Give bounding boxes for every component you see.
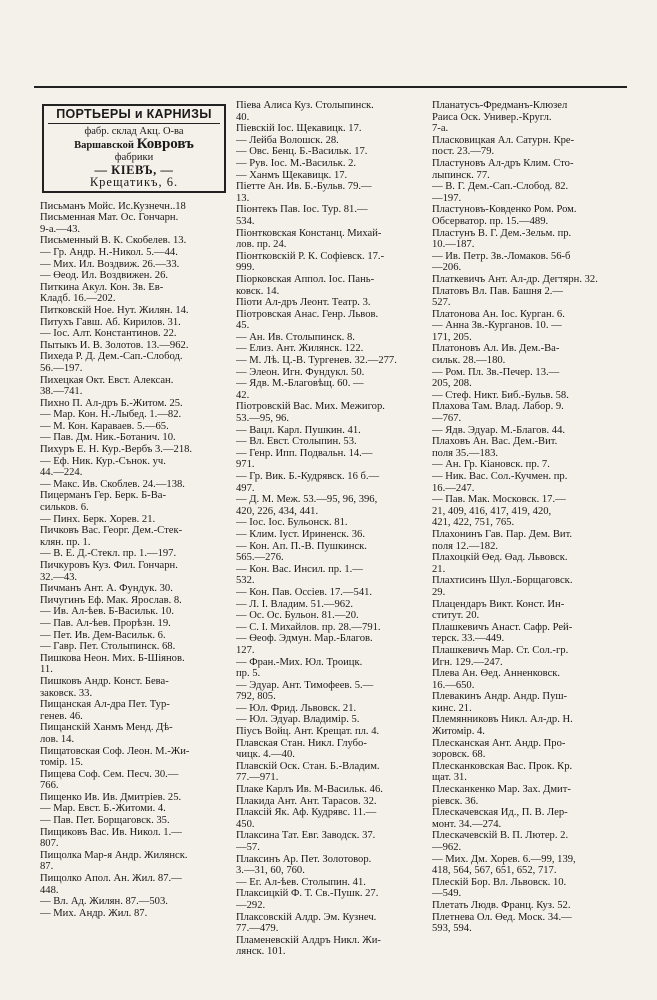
directory-line: — Фран.-Мих. Юл. Троицк. bbox=[236, 656, 363, 668]
directory-line: Піевскій Іос. Щекавицк. 17. bbox=[236, 123, 362, 135]
directory-line: 45. bbox=[236, 320, 250, 332]
column-2 bbox=[236, 100, 428, 958]
directory-line: —292. bbox=[236, 899, 266, 911]
ad-line-1: фабр. склад Акц. О-ва bbox=[84, 125, 184, 137]
directory-line: 593, 594. bbox=[432, 923, 472, 935]
directory-line: — Мих. Ил. Воздвиж. 26.—33. bbox=[40, 258, 180, 270]
directory-line: Питковскій Ное. Нут. Жилян. 14. bbox=[40, 304, 189, 316]
directory-line: — Пав. Мак. Московск. 17.— bbox=[432, 494, 566, 506]
directory-line: Плаке Карлъ Ив. М-Васильк. 46. bbox=[236, 784, 383, 796]
directory-line: — Кон. Пав. Оссіев. 17.—541. bbox=[236, 586, 373, 598]
directory-line: 44.—224. bbox=[40, 467, 83, 479]
directory-line: — Стеф. Никт. Биб.-Бульв. 58. bbox=[432, 389, 569, 401]
column-1-entries bbox=[40, 201, 232, 920]
directory-line: ковск. 14. bbox=[236, 285, 280, 297]
directory-line: 56.—197. bbox=[40, 362, 83, 374]
directory-line: 450. bbox=[236, 818, 255, 830]
directory-line: 565.—276. bbox=[236, 552, 284, 564]
directory-line: Письменная Мат. Ос. Гончарн. bbox=[40, 212, 179, 224]
directory-line: Письменный В. К. Скобелев. 13. bbox=[40, 235, 187, 247]
directory-line: 421, 422, 751, 765. bbox=[432, 517, 515, 529]
directory-line: Плашкевичъ Мар. Ст. Сол.-гр. bbox=[432, 644, 569, 656]
directory-line: щат. 31. bbox=[432, 772, 467, 784]
directory-line: Плаксинъ Ар. Пет. Золотовор. bbox=[236, 853, 372, 865]
directory-line: — Д. М. Меж. 53.—95, 96, 396, bbox=[236, 494, 378, 506]
directory-line: — Ос. Ос. Бульон. 81.—20. bbox=[236, 610, 359, 622]
directory-line: 3.—31, 60, 760. bbox=[236, 865, 305, 877]
directory-line: — Лейба Волошск. 28. bbox=[236, 134, 339, 146]
ad-brand: Ковровъ bbox=[136, 135, 194, 152]
directory-line: Піусъ Войц. Ант. Крещат. пл. 4. bbox=[236, 726, 380, 738]
directory-line: Пичкуровъ Куз. Фил. Гончарн. bbox=[40, 560, 178, 571]
directory-line: Игн. 129.—247. bbox=[432, 656, 503, 668]
directory-line: — Овс. Бенц. Б.-Васильк. 17. bbox=[236, 146, 368, 158]
directory-line: — Ан. Гр. Кіановск. пр. 7. bbox=[432, 459, 550, 471]
directory-line: Пламеневскій Алдръ Никл. Жи- bbox=[236, 934, 381, 946]
directory-line: Пихецкая Окт. Евст. Алексан. bbox=[40, 374, 174, 386]
directory-line: Пицерманъ Гер. Берк. Б-Ва- bbox=[40, 490, 167, 502]
directory-line: Пластунъ В. Г. Дем.-Зельм. пр. bbox=[432, 227, 572, 239]
directory-line: — Гавр. Пет. Столыпинск. 68. bbox=[40, 641, 176, 653]
directory-line: — Пав. Пет. Борщаговск. 35. bbox=[40, 815, 170, 827]
directory-line: Пихуръ Е. Н. Кур.-Вербъ 3.—218. bbox=[40, 444, 193, 456]
directory-line: клян. пр. 1. bbox=[40, 536, 91, 548]
ad-line-2-text: Варшавской bbox=[74, 139, 134, 151]
directory-line: — Ядв. Эдуар. М.-Благов. 44. bbox=[432, 424, 566, 436]
directory-line: 16.—247. bbox=[432, 482, 475, 494]
column-3-entries bbox=[432, 100, 632, 935]
directory-line: Піорковская Аппол. Іос. Пань- bbox=[236, 273, 375, 285]
directory-line: Раиса Оск. Универ.-Кругл. bbox=[432, 111, 552, 123]
directory-line: 807. bbox=[40, 838, 59, 850]
directory-line: 77.—479. bbox=[236, 923, 279, 935]
directory-line: лов. пр. 24. bbox=[236, 239, 287, 251]
directory-line: — Рув. Іос. М.-Васильк. 2. bbox=[236, 157, 357, 169]
ad-line-3: фабрики bbox=[114, 151, 154, 163]
directory-line: Плаховъ Ан. Вас. Дем.-Вит. bbox=[432, 436, 558, 448]
directory-line: — Л. І. Владим. 51.—962. bbox=[236, 598, 354, 610]
directory-line: Плескій Бор. Вл. Львовск. 10. bbox=[432, 876, 567, 888]
directory-line: — Еф. Ник. Кур.-Сънок. уч. bbox=[40, 455, 166, 467]
directory-line: 11. bbox=[40, 664, 53, 676]
directory-line: — Вл. Ад. Жилян. 87.—503. bbox=[40, 896, 168, 908]
directory-line: Пласковицкая Ал. Сатурн. Кре- bbox=[432, 134, 575, 146]
directory-line: — Ядв. М.-Благовѣщ. 60. — bbox=[236, 378, 364, 390]
directory-line: — Юл. Эдуар. Владимір. 5. bbox=[236, 714, 360, 726]
directory-line: сильков. 6. bbox=[40, 502, 89, 514]
directory-line: Питухъ Гавш. Аб. Кирилов. 31. bbox=[40, 316, 181, 328]
directory-line: Платоновъ Ал. Ив. Дем.-Ва- bbox=[432, 343, 560, 355]
directory-line: терск. 33.—449. bbox=[432, 633, 505, 645]
directory-line: томір. 15. bbox=[40, 757, 84, 769]
directory-line: Плескачевская Ид., П. В. Лер- bbox=[432, 807, 568, 819]
directory-line: 16.—650. bbox=[432, 679, 475, 691]
directory-line: 766. bbox=[40, 780, 59, 792]
directory-line: — Іос. Алт. Константинов. 22. bbox=[40, 328, 177, 340]
directory-line: Пытыкъ И. В. Золотов. 13.—962. bbox=[40, 339, 189, 351]
directory-line: 21. bbox=[432, 563, 446, 575]
directory-line: Плетать Людв. Франц. Куз. 52. bbox=[432, 899, 571, 911]
directory-line: Плавская Стан. Никл. Глубо- bbox=[236, 737, 367, 749]
directory-line: — Генр. Ипп. Подвальн. 14.— bbox=[236, 447, 373, 459]
directory-line: Плахоцкій Өед. Өад. Львовск. bbox=[432, 552, 568, 564]
directory-line: — Ром. Пл. Зв.-Печер. 13.— bbox=[432, 366, 560, 378]
advertisement-box bbox=[42, 104, 226, 193]
directory-line: — Пет. Ив. Дем-Васильк. 6. bbox=[40, 629, 166, 641]
directory-line: 40. bbox=[236, 111, 250, 123]
directory-line: Плетнева Ол. Өед. Моск. 34.— bbox=[432, 911, 572, 923]
directory-line: — Пав. Дм. Ник.-Ботанич. 10. bbox=[40, 432, 176, 444]
directory-line: Піоти Ал-дръ Леонт. Театр. 3. bbox=[236, 297, 371, 309]
column-2-entries bbox=[236, 100, 428, 958]
directory-line: Пищенко Ив. Ив. Дмитріев. 25. bbox=[40, 791, 182, 803]
directory-line: поля 35.—183. bbox=[432, 447, 499, 459]
directory-line: 32.—43. bbox=[40, 571, 78, 583]
ad-city: — КІЕВЪ, — bbox=[94, 162, 174, 177]
directory-line: Плесканкенко Мар. Зах. Дмит- bbox=[432, 784, 571, 796]
directory-line: — Вл. Евст. Столыпин. 53. bbox=[236, 436, 357, 448]
directory-line: Плацендаръ Викт. Конст. Ин- bbox=[432, 598, 565, 610]
column-1 bbox=[40, 100, 232, 919]
directory-line: Пластуновъ-Ковденко Ром. Ром. bbox=[432, 204, 577, 216]
directory-line: Піева Алиса Куз. Столыпинск. bbox=[236, 100, 374, 111]
directory-line: 497. bbox=[236, 482, 255, 494]
directory-line: 13. bbox=[236, 192, 250, 204]
directory-line: пост. 23.—79. bbox=[432, 146, 495, 158]
directory-line: чицк. 4.—40. bbox=[236, 749, 295, 761]
directory-line: Пищатовская Соф. Леон. М.-Жи- bbox=[40, 745, 190, 757]
directory-line: 127. bbox=[236, 644, 255, 656]
directory-line: Піонтковская Констанц. Михай- bbox=[236, 227, 382, 239]
directory-line: Письманъ Мойс. Ис.Кузнечн..18 bbox=[40, 200, 186, 212]
directory-line: — Эдуар. Ант. Тимофеев. 5.— bbox=[236, 679, 374, 691]
directory-line: — Ег. Ал-ѣев. Столыпин. 41. bbox=[236, 876, 366, 888]
directory-line: — Гр. Андр. Н.-Никол. 5.—44. bbox=[40, 246, 178, 258]
directory-line: Племянниковъ Никл. Ал-др. Н. bbox=[432, 714, 573, 726]
directory-line: — Анна Зв.-Курганов. 10. — bbox=[432, 320, 562, 332]
directory-line: Пищанскій Ханмъ Менд. Дѣ- bbox=[40, 722, 173, 734]
directory-line: 527. bbox=[432, 297, 451, 309]
directory-line: лов. 14. bbox=[40, 733, 75, 745]
directory-line: Пичманъ Ант. А. Фундук. 30. bbox=[40, 583, 173, 595]
directory-line: Платкевичъ Ант. Ал-др. Дегтярн. 32. bbox=[432, 273, 598, 285]
directory-line: кинс. 21. bbox=[432, 702, 472, 714]
directory-line: Плесканская Ант. Андр. Про- bbox=[432, 737, 566, 749]
directory-line: — Мар. Кон. Н.-Лыбед. 1.—82. bbox=[40, 409, 182, 421]
directory-line: — Кон. Вас. Инсил. пр. 1.— bbox=[236, 563, 363, 575]
directory-line: Плаксій Як. Аф. Кудрявс. 11.— bbox=[236, 807, 377, 819]
directory-line: генев. 46. bbox=[40, 710, 83, 722]
directory-line: лянск. 101. bbox=[236, 946, 286, 958]
directory-line: — Вацл. Карл. Пушкин. 41. bbox=[236, 424, 361, 436]
directory-line: — Іос. Іос. Бульонск. 81. bbox=[236, 517, 348, 529]
directory-line: Плахова Там. Влад. Лабор. 9. bbox=[432, 401, 564, 413]
directory-line: Пичковъ Вас. Георг. Дем.-Стек- bbox=[40, 525, 183, 537]
directory-line: 448. bbox=[40, 884, 59, 896]
directory-line: 420, 226, 434, 441. bbox=[236, 505, 319, 517]
directory-line: — В. Е. Д.-Стекл. пр. 1.—197. bbox=[40, 548, 177, 560]
directory-line: — Өеоф. Эдмун. Мар.-Благов. bbox=[236, 633, 373, 645]
directory-line: Платонова Ан. Іос. Курган. 6. bbox=[432, 308, 565, 320]
directory-line: 9-а.—43. bbox=[40, 223, 81, 235]
directory-line: Обсерватор. пр. 15.—489. bbox=[432, 215, 549, 227]
directory-line: Житомір. 4. bbox=[432, 726, 485, 738]
directory-line: Пишкова Неон. Мих. Б-Шіянов. bbox=[40, 652, 185, 664]
directory-line: 21, 409, 416, 417, 419, 420, bbox=[432, 505, 552, 517]
directory-line: 53.—95, 96. bbox=[236, 413, 289, 425]
directory-line: — Элеон. Игн. Фундукл. 50. bbox=[236, 366, 365, 378]
directory-line: 10.—187. bbox=[432, 239, 475, 251]
directory-line: 38.—741. bbox=[40, 386, 83, 398]
directory-line: 87. bbox=[40, 861, 54, 873]
directory-line: Піонтковскій Р. К. Софіевск. 17.- bbox=[236, 250, 385, 262]
directory-line: Плескачевскій В. П. Лютер. 2. bbox=[432, 830, 569, 842]
directory-line: 532. bbox=[236, 575, 255, 587]
directory-line: — Ханмъ Щекавицк. 17. bbox=[236, 169, 348, 181]
directory-line: — Мар. Евст. Б.-Житоми. 4. bbox=[40, 803, 166, 815]
directory-line: Планатусъ-Фредманъ-Клюзел bbox=[432, 100, 568, 111]
directory-line: —206. bbox=[432, 262, 462, 274]
directory-line: монт. 34.—274. bbox=[432, 818, 502, 830]
ad-line-2 bbox=[48, 135, 220, 152]
directory-line: — Ан. Ив. Столыпинск. 8. bbox=[236, 331, 355, 343]
directory-line: Пичугинъ Еф. Мак. Ярослав. 8. bbox=[40, 594, 182, 606]
directory-line: Кладб. 16.—202. bbox=[40, 293, 116, 305]
directory-line: Пихно П. Ал-дръ Б.-Житом. 25. bbox=[40, 397, 183, 409]
directory-line: Плахтисинъ Шул.-Борщаговск. bbox=[432, 575, 573, 587]
directory-line: 418, 564, 567, 651, 652, 717. bbox=[432, 865, 557, 877]
directory-line: — Пав. Ал-ѣев. Прорѣзн. 19. bbox=[40, 617, 171, 629]
directory-line: — Өеод. Ил. Воздвижен. 26. bbox=[40, 270, 169, 282]
directory-line: 171, 205. bbox=[432, 331, 472, 343]
directory-line: Пищанская Ал-дра Пет. Тур- bbox=[40, 699, 170, 711]
directory-line: — Макс. Ив. Скоблев. 24.—138. bbox=[40, 478, 185, 490]
directory-line: зоровск. 68. bbox=[432, 749, 486, 761]
directory-line: — Гр. Вик. Б.-Кудрявск. 16 б.— bbox=[236, 471, 380, 482]
directory-line: — В. Г. Дем.-Сап.-Слобод. 82. bbox=[432, 181, 569, 193]
column-3 bbox=[432, 100, 632, 935]
directory-line: Піотровская Анас. Генр. Львов. bbox=[236, 308, 379, 320]
directory-line: — Кон. Ап. П.-В. Пушкинск. bbox=[236, 540, 367, 552]
directory-line: Пищолка Мар-я Андр. Жилянск. bbox=[40, 849, 188, 861]
directory-line: Плавскій Оск. Стан. Б.-Владим. bbox=[236, 760, 380, 772]
directory-line: Плевакинъ Андр. Андр. Пуш- bbox=[432, 691, 568, 703]
directory-line: сильк. 28.—180. bbox=[432, 355, 506, 367]
directory-line: —962. bbox=[432, 842, 462, 853]
directory-line: Пишковъ Андр. Конст. Бева- bbox=[40, 675, 169, 687]
directory-line: Плашкевичъ Анаст. Сафр. Рей- bbox=[432, 621, 573, 633]
ad-address: Крещатикъ, 6. bbox=[89, 174, 179, 189]
directory-line: Пластуновъ Ал-дръ Клим. Сто- bbox=[432, 157, 574, 169]
directory-line: 7-а. bbox=[432, 123, 449, 135]
directory-line: Пищева Соф. Сем. Песч. 30.— bbox=[40, 768, 179, 780]
directory-line: —549. bbox=[432, 888, 462, 900]
directory-line: Питкина Акул. Кон. Зв. Ев- bbox=[40, 281, 164, 293]
directory-line: Плаксовскій Алдр. Эм. Кузнеч. bbox=[236, 911, 377, 923]
directory-line: — Юл. Фрид. Львовск. 21. bbox=[236, 702, 357, 714]
directory-line: — М. Кон. Караваев. 5.—65. bbox=[40, 420, 169, 432]
directory-line: Піетте Ан. Ив. Б.-Бульв. 79.— bbox=[236, 181, 372, 193]
directory-line: Пихеда Р. Д. Дем.-Сап.-Слобод. bbox=[40, 351, 183, 363]
directory-line: — С. І. Михайлов. пр. 28.—791. bbox=[236, 621, 381, 633]
directory-line: 534. bbox=[236, 215, 255, 227]
top-rule bbox=[34, 86, 627, 88]
directory-line: — Ив. Петр. Зв.-Ломаков. 56-б bbox=[432, 250, 571, 262]
directory-line: 792, 805. bbox=[236, 691, 276, 703]
directory-line: Піотровскій Вас. Мих. Межигор. bbox=[236, 401, 385, 413]
directory-line: — М. Лѣ. Ц.-В. Тургенев. 32.—277. bbox=[236, 355, 397, 367]
directory-line: 77.—971. bbox=[236, 772, 279, 784]
directory-line: ститут. 20. bbox=[432, 610, 480, 622]
directory-line: — Мих. Андр. Жил. 87. bbox=[40, 907, 148, 919]
directory-line: заковск. 33. bbox=[40, 687, 93, 699]
directory-line: 205, 208. bbox=[432, 378, 472, 390]
directory-line: Плаксицкій Ф. Т. Св.-Пушк. 27. bbox=[236, 888, 379, 900]
directory-line: 29. bbox=[432, 586, 446, 598]
directory-line: — Пинх. Берк. Хорев. 21. bbox=[40, 513, 156, 525]
directory-line: —57. bbox=[236, 842, 260, 853]
directory-line: —197. bbox=[432, 192, 462, 204]
directory-line: — Ив. Ал-ѣев. Б-Васильк. 10. bbox=[40, 606, 174, 618]
directory-line: Плахонинъ Гав. Пар. Дем. Вит. bbox=[432, 528, 573, 540]
directory-line: пр. 5. bbox=[236, 668, 261, 680]
directory-line: —767. bbox=[432, 413, 462, 425]
directory-line: 999. bbox=[236, 262, 255, 274]
directory-line: — Клим. Іуст. Ириненск. 36. bbox=[236, 528, 365, 540]
directory-line: Піонтекъ Пав. Іос. Тур. 81.— bbox=[236, 204, 368, 216]
directory-line: ріевск. 36. bbox=[432, 795, 479, 807]
directory-line: 971. bbox=[236, 459, 255, 471]
directory-line: поля 12.—182. bbox=[432, 540, 499, 552]
directory-line: 42. bbox=[236, 389, 250, 401]
directory-line: лыпинск. 77. bbox=[432, 169, 490, 181]
directory-line: — Мих. Дм. Хорев. 6.—99, 139, bbox=[432, 853, 576, 865]
directory-line: Пищиковъ Вас. Ив. Никол. 1.— bbox=[40, 826, 182, 838]
directory-line: Платовъ Вл. Пав. Башня 2.— bbox=[432, 285, 563, 297]
directory-line: — Елиз. Ант. Жилянск. 122. bbox=[236, 343, 364, 355]
directory-line: Плакида Ант. Ант. Тарасов. 32. bbox=[236, 795, 377, 807]
directory-line: Плева Ан. Өед. Анненковск. bbox=[432, 668, 561, 680]
directory-line: Пищолко Апол. Ан. Жил. 87.— bbox=[40, 873, 182, 885]
ad-title: ПОРТЬЕРЫ и КАРНИЗЫ bbox=[48, 109, 220, 124]
directory-line: Плесканковская Вас. Прок. Кр. bbox=[432, 760, 573, 772]
directory-line: Плаксина Тат. Евг. Заводск. 37. bbox=[236, 830, 376, 842]
directory-line: — Ник. Вас. Сол.-Кучмен. пр. bbox=[432, 471, 568, 482]
